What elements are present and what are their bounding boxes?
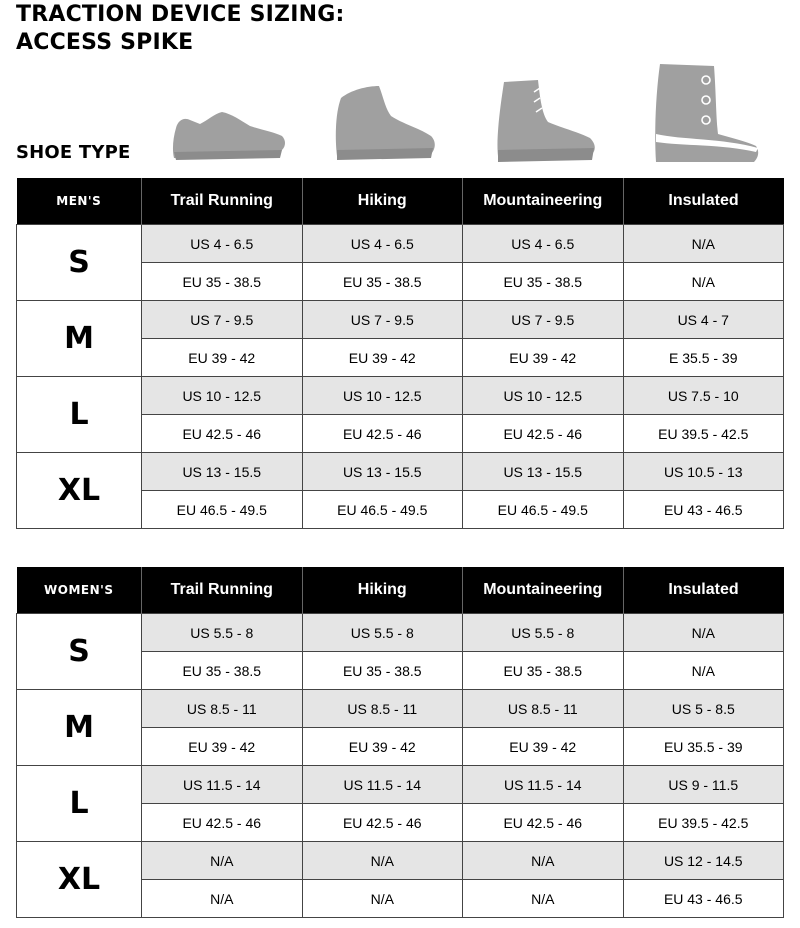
womens-sizing-table [16,567,784,918]
cell-eu: E 35.5 - 39 [623,339,784,377]
cell-us: US 11.5 - 14 [463,766,624,804]
cell-us: N/A [623,614,784,652]
cell-eu: EU 39 - 42 [142,339,303,377]
table-row [17,690,784,728]
cell-eu: N/A [463,880,624,918]
size-label: S [17,225,142,301]
cell-eu: EU 39 - 42 [142,728,303,766]
table-row [17,453,784,491]
cell-eu: N/A [623,263,784,301]
cell-eu: EU 43 - 46.5 [623,880,784,918]
womens-label: WOMEN'S [17,567,142,614]
cell-eu: EU 35 - 38.5 [142,263,303,301]
mens-label: MEN'S [17,178,142,225]
hiking-shoe-icon [333,84,437,162]
cell-us: US 4 - 6.5 [302,225,463,263]
cell-us: US 7 - 9.5 [142,301,303,339]
size-label: M [17,690,142,766]
trail-running-shoe-icon [170,108,288,164]
womens-col-insulated: Insulated [623,567,784,614]
cell-us: N/A [623,225,784,263]
mens-col-mountaineering: Mountaineering [463,178,624,225]
size-label: M [17,301,142,377]
cell-eu: EU 35.5 - 39 [623,728,784,766]
mens-col-hiking: Hiking [302,178,463,225]
cell-us: US 11.5 - 14 [142,766,303,804]
table-row [17,766,784,804]
shoe-type-label: SHOE TYPE [16,142,131,163]
mens-col-insulated: Insulated [623,178,784,225]
cell-eu: EU 35 - 38.5 [302,263,463,301]
mens-header-row [17,178,784,225]
cell-eu: EU 42.5 - 46 [463,415,624,453]
cell-eu: N/A [623,652,784,690]
cell-eu: EU 46.5 - 49.5 [302,491,463,529]
cell-us: US 8.5 - 11 [142,690,303,728]
cell-us: US 5.5 - 8 [463,614,624,652]
cell-us: US 5.5 - 8 [302,614,463,652]
cell-eu: EU 42.5 - 46 [463,804,624,842]
cell-eu: N/A [142,880,303,918]
size-label: XL [17,842,142,918]
cell-eu: EU 39 - 42 [463,339,624,377]
cell-us: US 10 - 12.5 [463,377,624,415]
cell-eu: EU 39 - 42 [463,728,624,766]
cell-us: US 7 - 9.5 [463,301,624,339]
cell-eu: EU 42.5 - 46 [302,804,463,842]
size-label: L [17,377,142,453]
cell-us: US 12 - 14.5 [623,842,784,880]
womens-col-mountaineering: Mountaineering [463,567,624,614]
cell-eu: EU 42.5 - 46 [142,804,303,842]
cell-eu: EU 39.5 - 42.5 [623,804,784,842]
title-line-2: ACCESS SPIKE [16,30,194,55]
cell-eu: EU 43 - 46.5 [623,491,784,529]
cell-eu: EU 39 - 42 [302,339,463,377]
table-row [17,225,784,263]
mountaineering-boot-icon [494,78,598,162]
cell-eu: EU 39 - 42 [302,728,463,766]
mens-col-trail-running: Trail Running [142,178,303,225]
page-title [16,1,344,57]
cell-us: US 4 - 6.5 [463,225,624,263]
size-label: L [17,766,142,842]
cell-eu: EU 42.5 - 46 [302,415,463,453]
cell-us: US 10 - 12.5 [302,377,463,415]
cell-us: US 13 - 15.5 [142,453,303,491]
cell-eu: EU 42.5 - 46 [142,415,303,453]
title-line-1: TRACTION DEVICE SIZING: [16,2,345,27]
cell-us: US 10 - 12.5 [142,377,303,415]
size-label: S [17,614,142,690]
cell-us: N/A [302,842,463,880]
table-row [17,614,784,652]
cell-eu: EU 39.5 - 42.5 [623,415,784,453]
cell-eu: EU 35 - 38.5 [302,652,463,690]
cell-us: US 13 - 15.5 [463,453,624,491]
cell-eu: EU 35 - 38.5 [142,652,303,690]
table-row [17,377,784,415]
cell-eu: EU 46.5 - 49.5 [463,491,624,529]
cell-us: US 7.5 - 10 [623,377,784,415]
womens-header-row [17,567,784,614]
size-label: XL [17,453,142,529]
cell-us: US 7 - 9.5 [302,301,463,339]
cell-us: US 4 - 7 [623,301,784,339]
cell-us: US 9 - 11.5 [623,766,784,804]
cell-us: US 13 - 15.5 [302,453,463,491]
cell-eu: EU 35 - 38.5 [463,652,624,690]
mens-sizing-table [16,178,784,529]
cell-us: US 10.5 - 13 [623,453,784,491]
table-row [17,301,784,339]
table-row [17,842,784,880]
cell-us: N/A [463,842,624,880]
cell-us: US 8.5 - 11 [302,690,463,728]
cell-eu: EU 46.5 - 49.5 [142,491,303,529]
cell-us: US 5 - 8.5 [623,690,784,728]
cell-eu: EU 35 - 38.5 [463,263,624,301]
cell-us: US 5.5 - 8 [142,614,303,652]
insulated-boot-icon [652,62,760,164]
womens-col-hiking: Hiking [302,567,463,614]
cell-eu: N/A [302,880,463,918]
cell-us: US 11.5 - 14 [302,766,463,804]
cell-us: US 8.5 - 11 [463,690,624,728]
womens-col-trail-running: Trail Running [142,567,303,614]
cell-us: N/A [142,842,303,880]
cell-us: US 4 - 6.5 [142,225,303,263]
